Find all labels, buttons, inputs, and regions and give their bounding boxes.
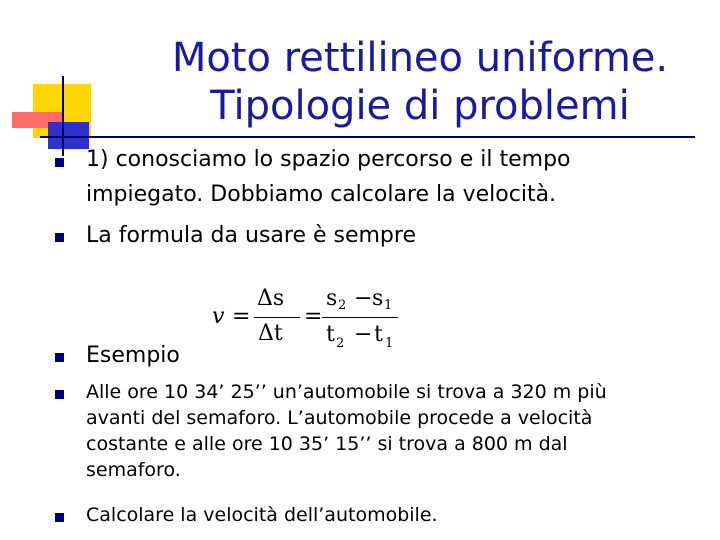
- formula-delta-s: Δs: [257, 286, 285, 311]
- velocity-formula: [210, 284, 410, 356]
- formula-t2: t: [326, 322, 335, 347]
- formula-equals-2: =: [304, 304, 323, 329]
- formula-s1: s: [372, 286, 384, 311]
- formula-delta-t: Δt: [258, 321, 283, 346]
- bullet-2-text: La formula da usare è sempre: [86, 223, 416, 248]
- title-underline: [40, 136, 695, 138]
- formula-s2: s: [326, 286, 338, 311]
- bullet-4-line-4: semaforo.: [86, 459, 181, 481]
- bullet-1-line-2: impiegato. Dobbiamo calcolare la velocità.: [86, 182, 557, 207]
- formula-minus-den: −: [354, 322, 373, 347]
- formula-equals-1: =: [232, 304, 251, 329]
- bullet-4-line-2: avanti del semaforo. L’automobile procede a velocità: [86, 407, 593, 429]
- bullet-3-text: Esempio: [86, 343, 180, 368]
- fraction-line-2: [322, 317, 398, 318]
- bullet-4-line-3: costante e alle ore 10 35’ 15’’ si trova a 800 m dal: [86, 433, 568, 455]
- formula-t2-sub: 2: [336, 336, 345, 351]
- formula-t1: t: [374, 322, 383, 347]
- formula-s2-sub: 2: [338, 298, 347, 313]
- bullet-marker: [55, 390, 64, 399]
- slide-title-line-1: Moto rettilineo uniforme.: [171, 35, 669, 81]
- decor-vertical-line: [62, 76, 64, 156]
- bullet-5-text: Calcolare la velocità dell’automobile.: [86, 504, 438, 526]
- slide-title-line-2: Tipologie di problemi: [210, 83, 630, 129]
- formula-v: v: [212, 304, 225, 329]
- bullet-marker: [55, 513, 64, 522]
- formula-s1-sub: 1: [384, 298, 393, 313]
- bullet-marker: [55, 158, 64, 167]
- formula-minus-num: −: [354, 286, 373, 311]
- bullet-marker: [55, 353, 64, 362]
- fraction-line-1: [254, 317, 300, 318]
- bullet-1-line-1: 1) conosciamo lo spazio percorso e il tempo: [86, 147, 571, 172]
- formula-t1-sub: 1: [385, 336, 394, 351]
- bullet-marker: [55, 233, 64, 242]
- slide-title: [120, 34, 720, 130]
- bullet-4-line-1: Alle ore 10 34’ 25’’ un’automobile si trova a 320 m più: [86, 381, 607, 403]
